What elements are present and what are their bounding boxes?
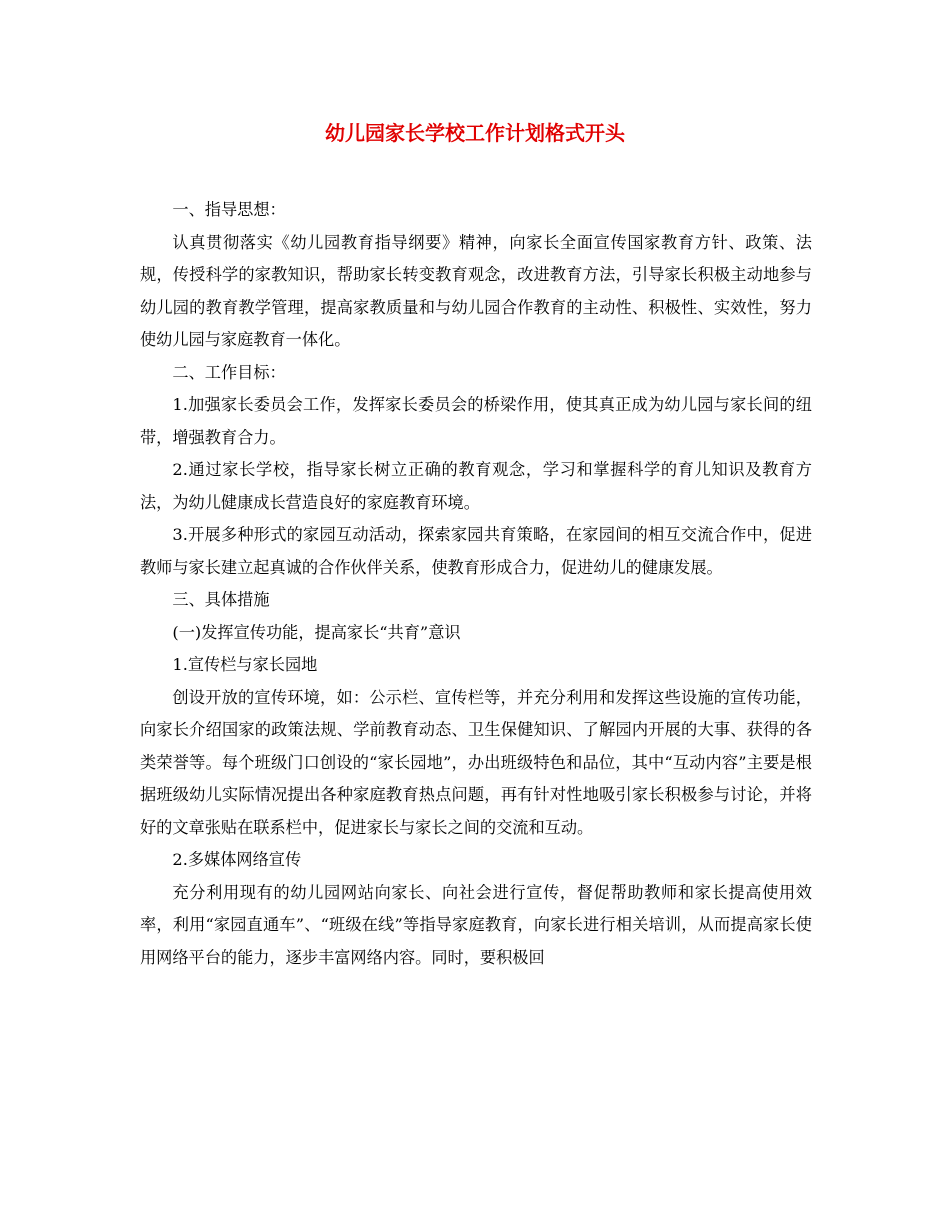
subheading: 1.宣传栏与家长园地 [172,655,318,674]
document-title: 幼儿园家长学校工作计划格式开头 [325,121,625,145]
paragraph: 充分利用现有的幼儿园网站向家长、向社会进行宣传，督促帮助教师和家长提高使用效率，利用“家园直通车”、“班级在线”等指导家庭教育，向家长进行相关培训，从而提高家长使用网络平台的能力，逐步丰富网络内容。同时，要积极回 [140,882,812,967]
paragraph: 3.开展多种形式的家园互动活动，探索家园共育策略，在家园间的相互交流合作中，促进教师与家长建立起真诚的合作伙伴关系，使教育形成合力，促进幼儿的健康发展。 [140,525,812,577]
heading-measures: 三、具体措施 [172,590,270,609]
heading-guiding-thought: 一、指导思想： [172,200,286,219]
document-body [140,194,812,974]
subheading: 2.多媒体网络宣传 [172,850,302,869]
paragraph: 2.通过家长学校，指导家长树立正确的教育观念，学习和掌握科学的育儿知识及教育方法，为幼儿健康成长营造良好的家庭教育环境。 [140,460,812,512]
paragraph: 认真贯彻落实《幼儿园教育指导纲要》精神，向家长全面宣传国家教育方针、政策、法规，传授科学的家教知识，帮助家长转变教育观念，改进教育方法，引导家长积极主动地参与幼儿园的教育教学管理，提高家教质量和与幼儿园合作教育的主动性、积极性、实效性，努力使幼儿园与家庭教育一体化。 [140,232,812,349]
paragraph: 1.加强家长委员会工作，发挥家长委员会的桥梁作用，使其真正成为幼儿园与家长间的纽带，增强教育合力。 [140,395,812,447]
subheading: (一)发挥宣传功能，提高家长“共育”意识 [172,622,461,642]
paragraph: 创设开放的宣传环境，如：公示栏、宣传栏等，并充分利用和发挥这些设施的宣传功能，向家长介绍国家的政策法规、学前教育动态、卫生保健知识、了解园内开展的大事、获得的各类荣誉等。每个班级门口创设的“家长园地”，办出班级特色和品位，其中“互动内容”主要是根据班级幼儿实际情况提出各种家庭教育热点问题，再有针对性地吸引家长积极参与讨论，并将好的文章张贴在联系栏中，促进家长与家长之间的交流和互动。 [140,687,812,837]
heading-work-goals: 二、工作目标： [172,362,286,382]
